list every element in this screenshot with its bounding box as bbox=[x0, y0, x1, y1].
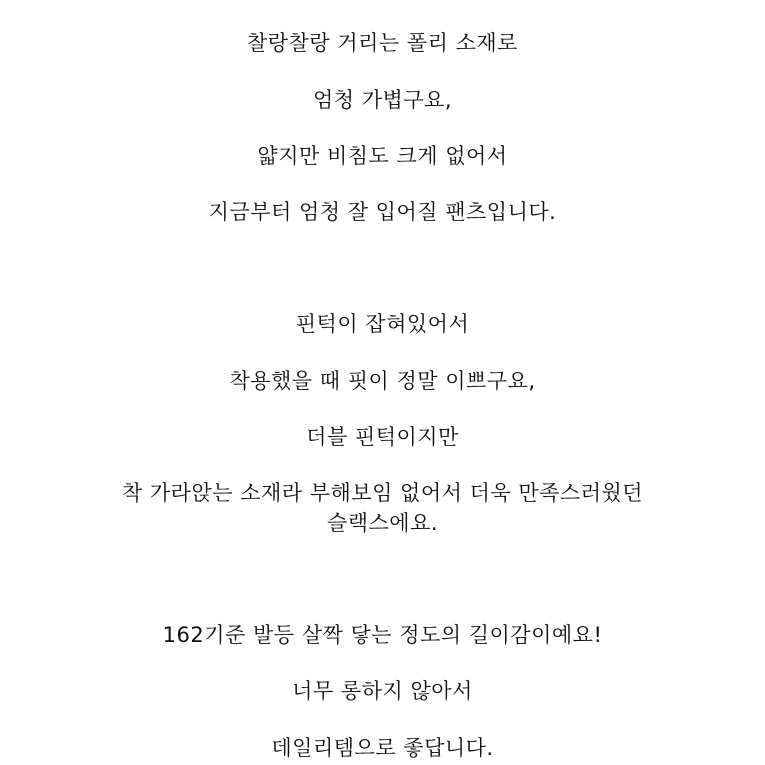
text-line: 지금부터 엄청 잘 입어질 팬츠입니다. bbox=[208, 200, 557, 224]
text-line: 162기준 발등 살짝 닿는 정도의 길이감이예요! bbox=[162, 623, 603, 647]
text-line: 더블 핀턱이지만 bbox=[306, 425, 459, 449]
text-line: 착 가라앉는 소재라 부해보임 없어서 더욱 만족스러웠던 bbox=[121, 481, 644, 505]
text-line: 찰랑찰랑 거리는 폴리 소재로 bbox=[247, 31, 518, 55]
text-line: 데일리템으로 좋답니다. bbox=[271, 736, 494, 760]
text-line: 착용했을 때 핏이 정말 이쁘구요, bbox=[229, 369, 536, 393]
text-line: 너무 롱하지 않아서 bbox=[292, 679, 473, 703]
text-line: 핀턱이 잡혀있어서 bbox=[295, 312, 470, 336]
text-line: 슬랙스에요. bbox=[326, 511, 439, 535]
text-line: 엄청 가볍구요, bbox=[312, 88, 453, 112]
text-line: 얇지만 비침도 크게 없어서 bbox=[257, 144, 508, 168]
